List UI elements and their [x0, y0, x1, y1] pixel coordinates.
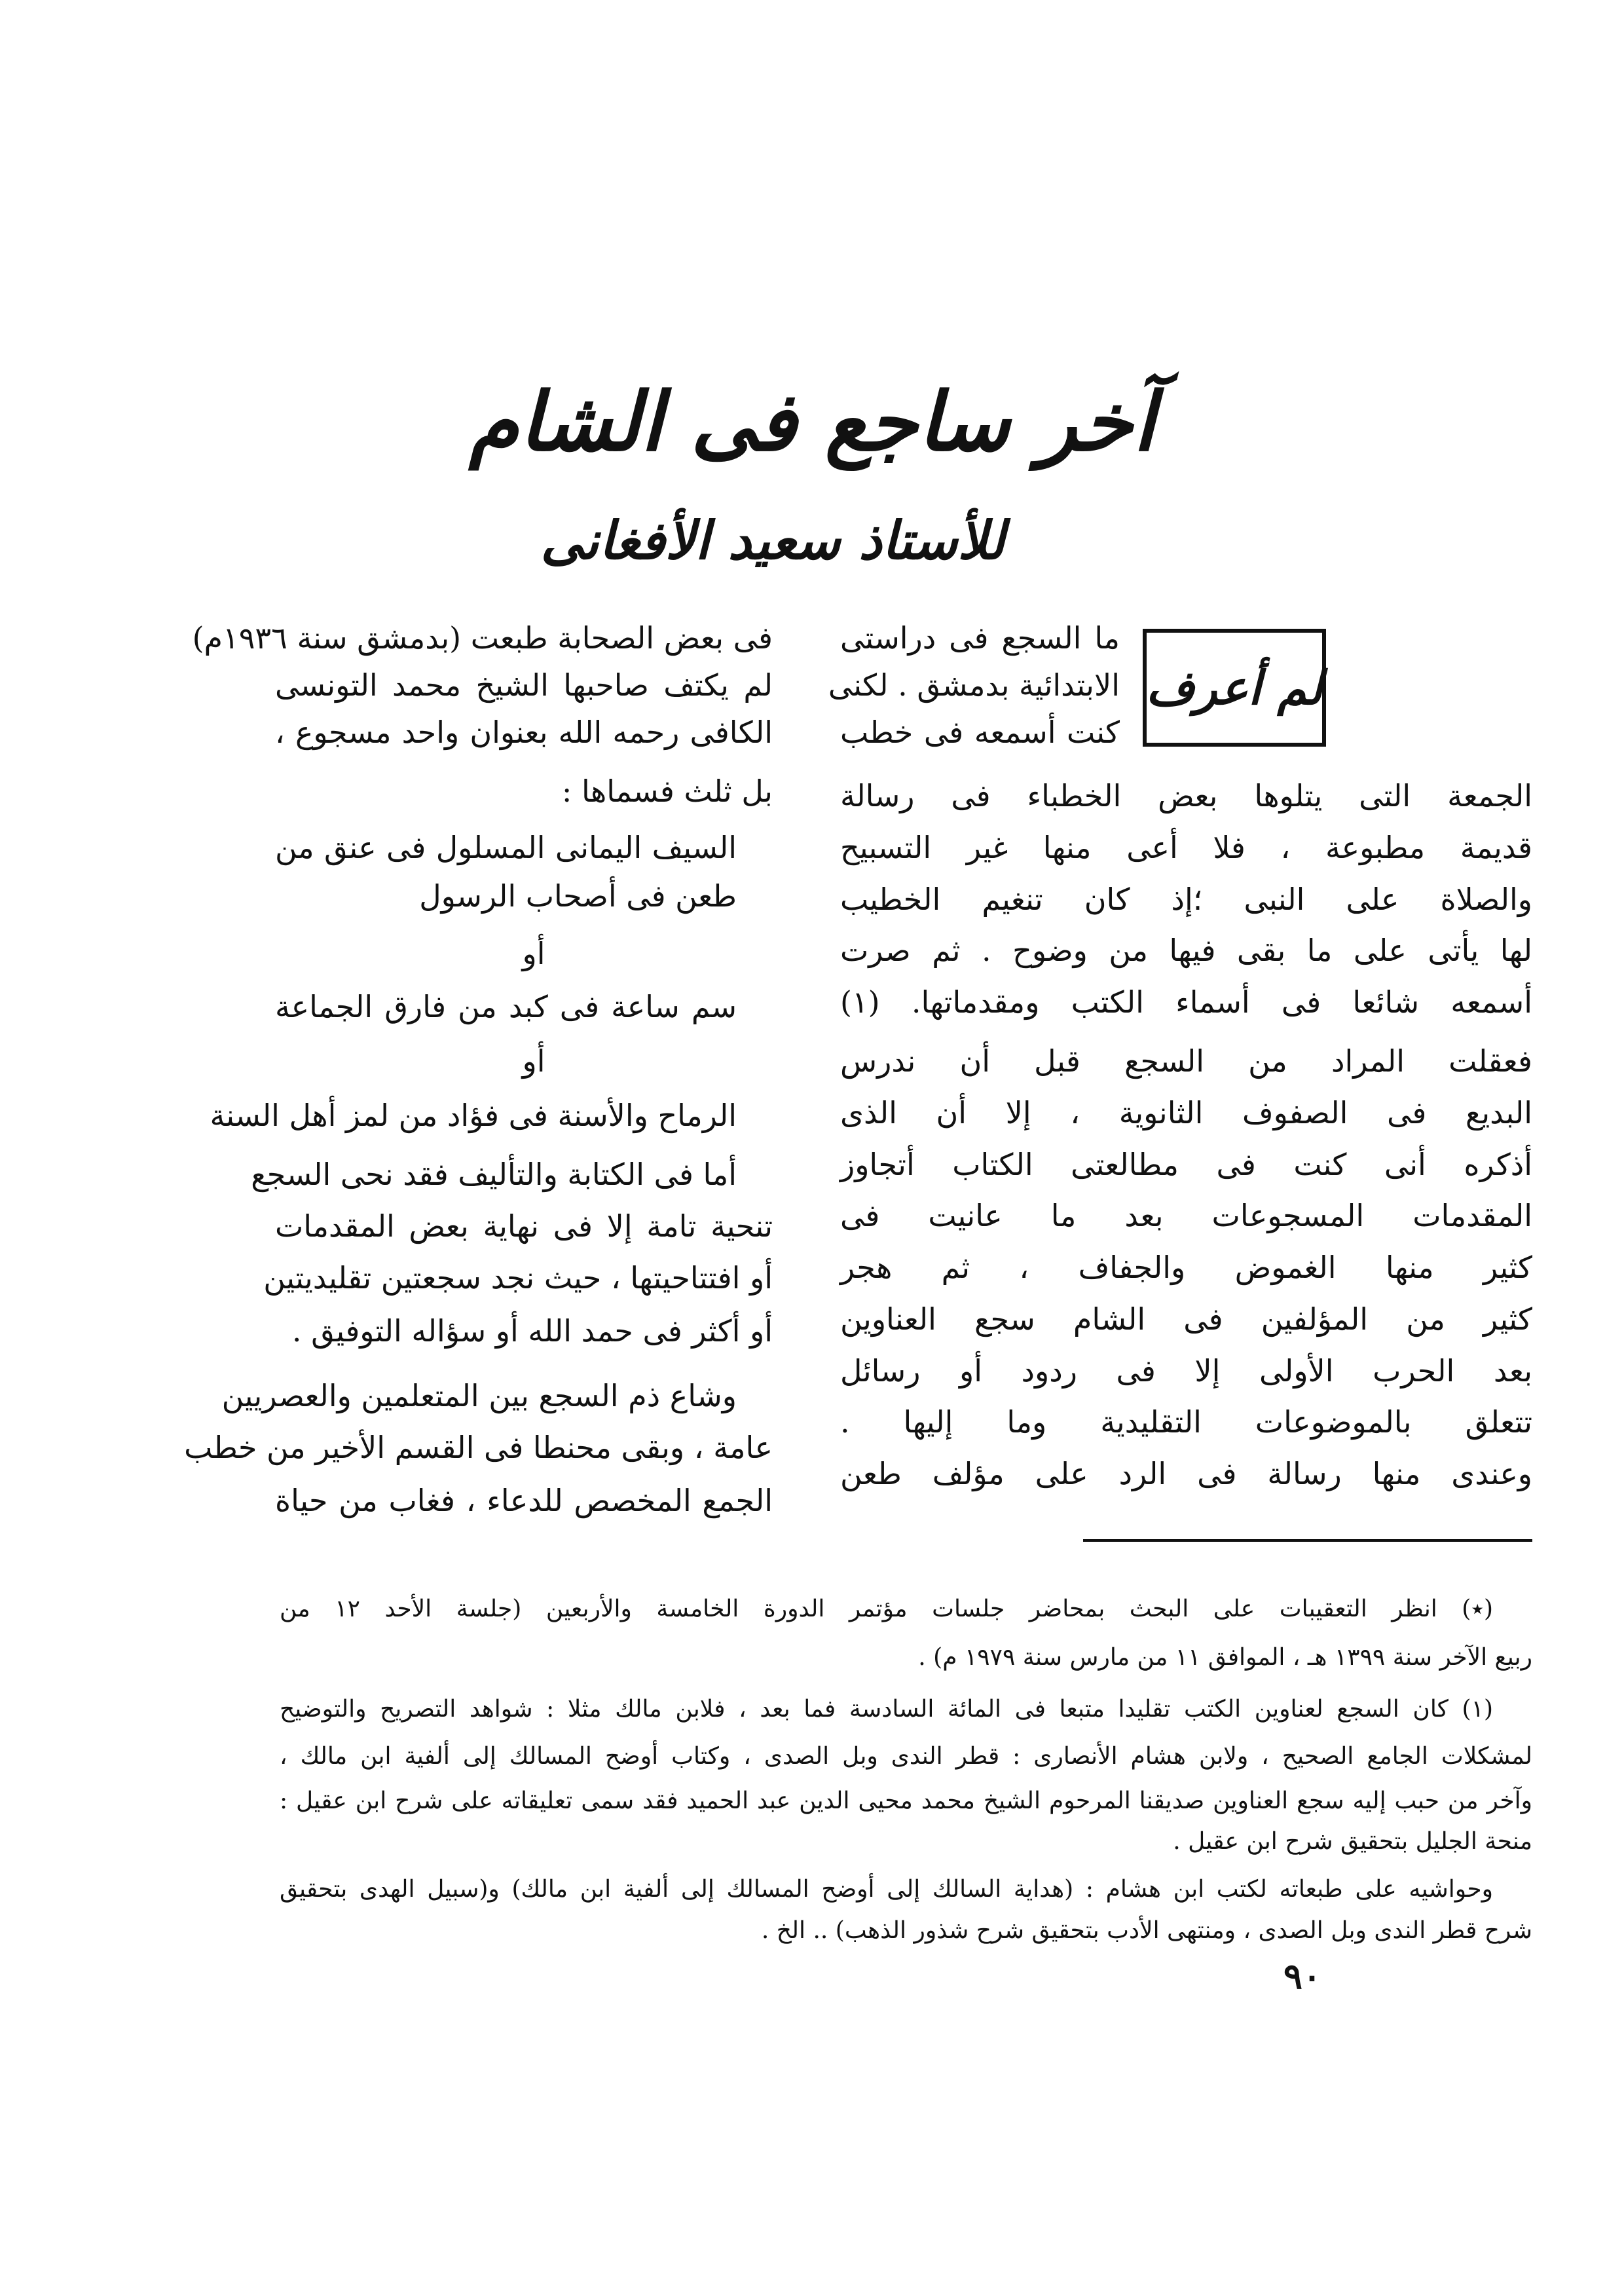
text-line-text: طعن فى أصحاب الرسول	[419, 878, 737, 914]
text-line-text: كثير منها الغموض والجفاف ، ثم هجر	[840, 1250, 1532, 1285]
text-line	[275, 873, 737, 919]
text-line	[263, 1255, 773, 1301]
text-line	[251, 1151, 737, 1197]
footnote-line	[280, 1639, 1532, 1676]
text-line-text: بعد الحرب الأولى إلا فى ردود أو رسائل	[840, 1353, 1532, 1389]
text-line-text: أو	[522, 936, 545, 971]
text-line	[275, 1203, 773, 1249]
text-line-text: وشاع ذم السجع بين المتعلمين والعصريين	[221, 1378, 737, 1413]
footnote-line-text: شرح قطر الندى وبل الصدى ، ومنتهى الأدب بتحقيق شرح شذور الذهب) .. الخ .	[761, 1917, 1532, 1944]
text-line-text: أما فى الكتابة والتأليف فقد نحى السجع	[251, 1157, 737, 1192]
footnote-line-text: وحواشيه على طبعاته لكتب ابن هشام : (هداية السالك إلى أوضح المسالك إلى ألفية ابن مالك) و(سبيل الهدى بتحقيق	[280, 1876, 1493, 1903]
text-line	[840, 1090, 1532, 1136]
page-number: ٩٠	[1283, 1955, 1322, 1997]
text-line	[275, 984, 737, 1030]
footnote-line	[280, 1871, 1493, 1908]
text-line-text: أو افتتاحيتها ، حيث نجد سجعتين تقليديتين	[263, 1260, 773, 1296]
footnote-line	[280, 1783, 1532, 1819]
text-line	[275, 825, 737, 870]
footnote-line-text: وآخر من حبب إليه سجع العناوين صديقنا المرحوم الشيخ محمد محيى الدين عبد الحميد فقد سمى تعليقاته على شرح ابن عقيل :	[280, 1787, 1532, 1814]
text-line-text: أسمعه شائعا فى أسماء الكتب ومقدماتها. (١)	[840, 984, 1532, 1020]
text-line-text: قديمة مطبوعة ، فلا أعى منها غير التسبيح	[840, 830, 1532, 865]
footnote-line	[280, 1912, 1532, 1949]
text-line	[840, 825, 1532, 870]
footnote-line	[280, 1691, 1493, 1728]
text-line	[275, 931, 792, 977]
text-line	[275, 768, 773, 814]
text-line-text: أو أكثر فى حمد الله أو سؤاله التوفيق .	[291, 1313, 773, 1349]
footnote-line	[280, 1823, 1532, 1860]
text-line	[275, 1038, 792, 1084]
footnote-line-text: منحة الجليل بتحقيق شرح ابن عقيل .	[1173, 1828, 1532, 1855]
text-line	[840, 1244, 1532, 1290]
text-line-text: الكافى رحمه الله بعنوان واحد مسجوع ،	[275, 715, 773, 750]
text-line	[184, 1425, 773, 1470]
text-line-text: وعندى منها رسالة فى الرد على مؤلف طعن	[840, 1456, 1532, 1491]
article-author: للأستاذ سعيد الأفغانى	[540, 510, 1005, 571]
footnote-line-text: (٭) انظر التعقيبات على البحث بمحاضر جلسات مؤتمر الدورة الخامسة والأربعين (جلسة الأحد ١٢ من	[280, 1595, 1493, 1622]
footnote-line	[280, 1738, 1532, 1775]
text-line	[840, 979, 1532, 1025]
text-line-text: ما السجع فى دراستى	[840, 620, 1120, 656]
text-line	[840, 1399, 1532, 1445]
text-line-text: تنحية تامة إلا فى نهاية بعض المقدمات	[275, 1208, 773, 1244]
text-line-text: لم يكتف صاحبها الشيخ محمد التونسى	[275, 667, 773, 703]
text-line-text: الرماح والأسنة فى فؤاد من لمز أهل السنة	[210, 1098, 737, 1133]
text-line	[840, 709, 1120, 755]
text-line	[840, 1348, 1532, 1394]
text-line-text: البديع فى الصفوف الثانوية ، إلا أن الذى	[840, 1095, 1532, 1130]
footnote-line-text: لمشكلات الجامع الصحيح ، ولابن هشام الأنصارى : قطر الندى وبل الصدى ، وكتاب أوضح المسالك إلى ألفية ابن مالك ،	[280, 1743, 1532, 1770]
text-line-text: عامة ، وبقى محنطا فى القسم الأخير من خطب	[184, 1430, 773, 1465]
text-line	[828, 662, 1120, 708]
text-line	[840, 1142, 1532, 1187]
text-line	[275, 662, 773, 708]
text-line	[275, 1308, 773, 1354]
boxed-heading: لم أعرف	[1143, 629, 1326, 747]
text-line-text: أو	[522, 1043, 545, 1079]
text-line	[840, 773, 1532, 819]
text-line-text: فعقلت المراد من السجع قبل أن ندرس	[840, 1043, 1532, 1079]
text-line-text: السيف اليمانى المسلول فى عنق من	[275, 830, 737, 865]
footnote-line-text: (١) كان السجع لعناوين الكتب تقليدا متبعا فى المائة السادسة فما بعد ، فلابن مالك مثلا : شواهد التصريح والتوضيح	[280, 1696, 1493, 1723]
text-line	[840, 876, 1532, 922]
text-line	[275, 1478, 773, 1523]
article-title: آخر ساجع فى الشام	[469, 375, 1155, 470]
footnote-separator	[1083, 1539, 1532, 1542]
text-line	[221, 1373, 737, 1419]
text-line-text: فى بعض الصحابة طبعت (بدمشق سنة ١٩٣٦م)	[192, 620, 773, 656]
text-line-text: كثير من المؤلفين فى الشام سجع العناوين	[840, 1301, 1532, 1337]
text-line-text: المقدمات المسجوعات بعد ما عانيت فى	[840, 1198, 1532, 1233]
footnote-line-text: ربيع الآخر سنة ١٣٩٩ هـ ، الموافق ١١ من مارس سنة ١٩٧٩ م) .	[918, 1644, 1532, 1671]
text-line-text: الجمع المخصص للدعاء ، فغاب من حياة	[275, 1483, 773, 1518]
text-line-text: سم ساعة فى كبد من فارق الجماعة	[275, 989, 737, 1024]
text-line-text: كنت أسمعه فى خطب	[840, 715, 1120, 750]
text-line-text: الجمعة التى يتلوها بعض الخطباء فى رسالة	[840, 778, 1532, 813]
text-line	[840, 1296, 1532, 1342]
text-line-text: الابتدائية بدمشق . لكنى	[828, 667, 1120, 703]
text-line-text: لها يأتى على ما بقى فيها من وضوح . ثم صرت	[840, 933, 1532, 968]
text-line	[840, 1451, 1532, 1497]
text-line	[840, 1193, 1532, 1239]
text-line	[840, 927, 1532, 973]
text-line-text: والصلاة على النبى ؛إذ كان تنغيم الخطيب	[840, 882, 1532, 917]
text-line	[192, 615, 773, 661]
text-line	[840, 615, 1120, 661]
footnote-line	[280, 1591, 1493, 1628]
text-line-text: أذكره أنى كنت فى مطالعتى الكتاب أتجاوز	[840, 1147, 1532, 1182]
text-line-text: تتعلق بالموضوعات التقليدية وما إليها .	[840, 1404, 1532, 1440]
text-line	[210, 1092, 737, 1138]
text-line-text: بل ثلث فسماها :	[561, 774, 773, 809]
text-line	[275, 709, 773, 755]
text-line	[840, 1038, 1532, 1084]
